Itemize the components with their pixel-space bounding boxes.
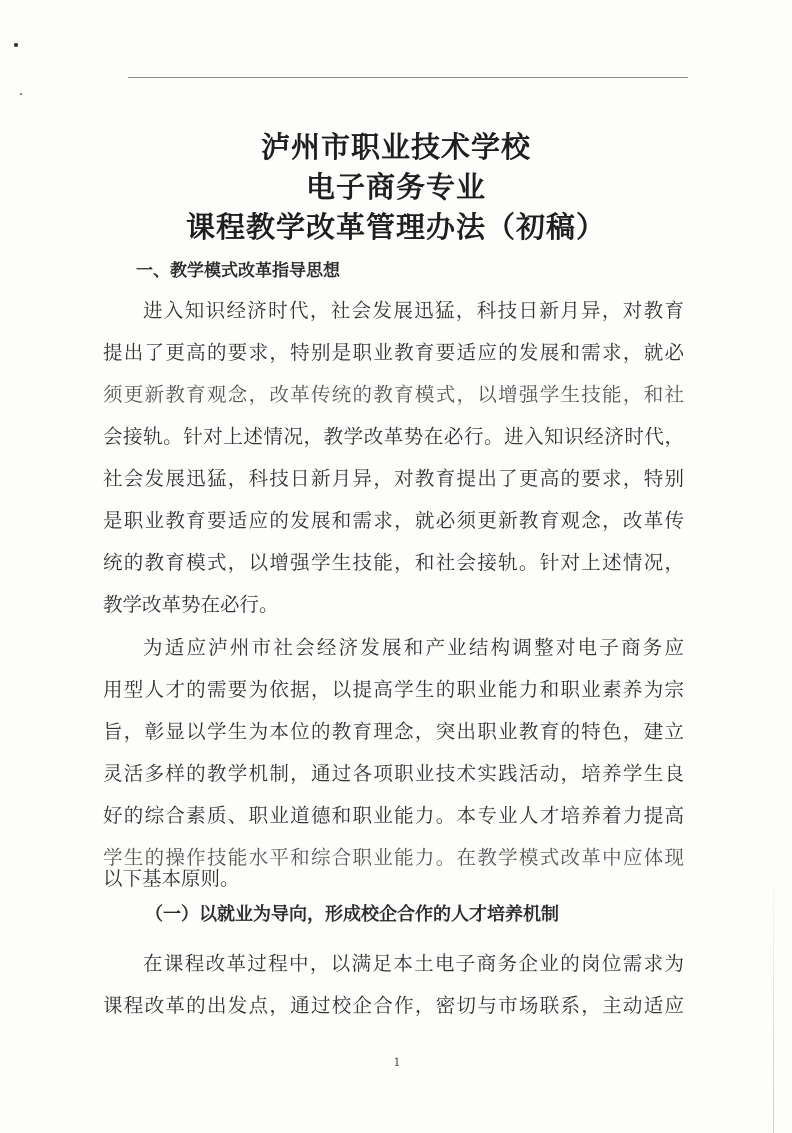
- header-rule: [128, 77, 688, 78]
- paragraph-line: 在课程改革过程中，以满足本土电子商务企业的岗位需求为: [143, 952, 684, 975]
- subsection-heading: （一）以就业为导向，形成校企合作的人才培养机制: [145, 904, 559, 925]
- title-major: 电子商务专业: [305, 170, 486, 204]
- paragraph-line: 进入知识经济时代，社会发展迅猛，科技日新月异，对教育: [143, 299, 684, 322]
- scan-speck: [20, 93, 22, 95]
- paragraph-line: 灵活多样的教学机制，通过各项职业技术实践活动，培养学生良: [103, 762, 684, 785]
- scan-speck: [14, 43, 18, 47]
- paragraph-line: 统的教育模式，以增强学生技能，和社会接轨。针对上述情况，: [103, 551, 684, 574]
- title-school: 泸州市职业技术学校: [260, 130, 531, 164]
- paragraph-line: 以下基本原则。: [103, 867, 240, 890]
- paragraph-line: 旨，彰显以学生为本位的教育理念，突出职业教育的特色，建立: [103, 720, 684, 743]
- scan-edge: [773, 860, 774, 1133]
- paragraph-line: 教学改革势在必行。: [103, 593, 279, 616]
- paragraph-line: 好的综合素质、职业道德和职业能力。本专业人才培养着力提高: [103, 804, 684, 827]
- title-document: 课程教学改革管理办法（初稿）: [185, 210, 606, 244]
- paragraph-line: 提出了更高的要求，特别是职业教育要适应的发展和需求，就必: [103, 341, 684, 364]
- paragraph-line: 会接轨。针对上述情况，教学改革势在必行。进入知识经济时代，: [103, 425, 684, 448]
- page-number: 1: [393, 1056, 401, 1069]
- paragraph-line: 课程改革的出发点，通过校企合作，密切与市场联系，主动适应: [103, 994, 684, 1017]
- paragraph-line: 学生的操作技能水平和综合职业能力。在教学模式改革中应体现: [103, 846, 684, 869]
- section-heading: 一、教学模式改革指导思想: [136, 261, 340, 281]
- paragraph-line: 社会发展迅猛，科技日新月异，对教育提出了更高的要求，特别: [103, 467, 684, 490]
- paragraph-line: 为适应泸州市社会经济发展和产业结构调整对电子商务应: [143, 636, 684, 659]
- paragraph-line: 用型人才的需要为依据，以提高学生的职业能力和职业素养为宗: [103, 678, 684, 701]
- paragraph-line: 须更新教育观念，改革传统的教育模式，以增强学生技能，和社: [103, 383, 684, 406]
- paragraph-line: 是职业教育要适应的发展和需求，就必须更新教育观念，改革传: [103, 509, 684, 532]
